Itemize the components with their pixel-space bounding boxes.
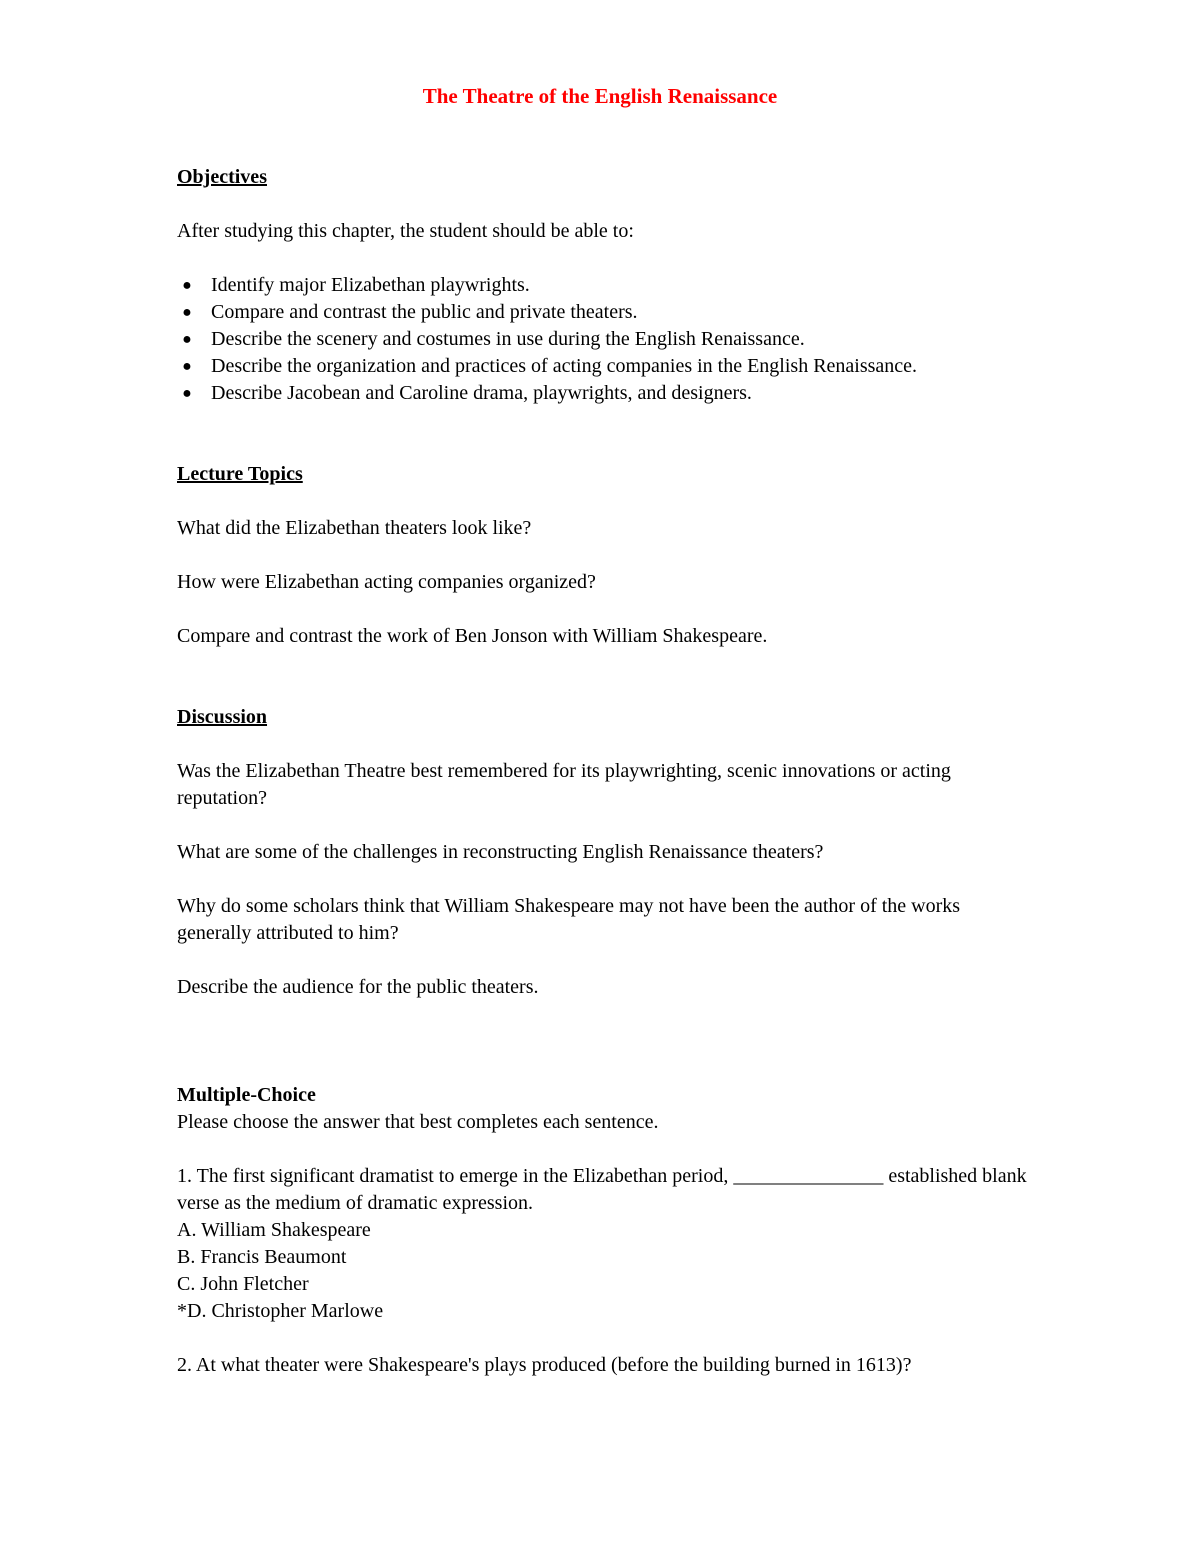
objectives-heading: Objectives (177, 166, 267, 188)
list-item-text: Compare and contrast the public and private theaters. (211, 301, 638, 323)
objectives-intro: After studying this chapter, the student should be able to: (177, 220, 634, 242)
objectives-list (177, 272, 1037, 407)
discussion-question: Describe the audience for the public theaters. (177, 976, 539, 998)
question-text: 1. The first significant dramatist to emerge in the Elizabethan period, _______________ established blank verse as the medium of dramatic expression. (177, 1165, 1027, 1214)
answer-option-correct: *D. Christopher Marlowe (177, 1300, 384, 1322)
answer-option: B. Francis Beaumont (177, 1246, 347, 1268)
bullet-dot-icon: ● (182, 277, 192, 294)
question-2 (177, 1352, 1037, 1379)
page-title: The Theatre of the English Renaissance (422, 84, 778, 108)
multiple-choice-heading: Multiple-Choice (177, 1084, 316, 1106)
discussion-heading: Discussion (177, 706, 268, 728)
lecture-topic: How were Elizabethan acting companies organized? (177, 571, 596, 593)
objectives-section (177, 164, 1037, 407)
multiple-choice-instructions: Please choose the answer that best completes each sentence. (177, 1111, 659, 1133)
bullet-dot-icon: ● (182, 385, 192, 402)
discussion-question: Why do some scholars think that William Shakespeare may not have been the author of the works generally attributed to him? (177, 895, 961, 944)
bullet-dot-icon: ● (182, 331, 192, 348)
discussion-question: Was the Elizabethan Theatre best remembered for its playwrighting, scenic innovations or acting reputation? (177, 760, 951, 809)
list-item (177, 353, 1037, 380)
list-item (177, 380, 1037, 407)
discussion-question: What are some of the challenges in reconstructing English Renaissance theaters? (177, 841, 824, 863)
bullet-dot-icon: ● (182, 358, 192, 375)
list-item (177, 326, 1037, 353)
lecture-topics-heading: Lecture Topics (177, 463, 303, 485)
answer-option: A. William Shakespeare (177, 1219, 371, 1241)
list-item-text: Describe the organization and practices of acting companies in the English Renaissance. (211, 355, 918, 377)
list-item-text: Identify major Elizabethan playwrights. (211, 274, 530, 296)
list-item (177, 272, 1037, 299)
question-text: 2. At what theater were Shakespeare's plays produced (before the building burned in 1613)? (177, 1354, 912, 1376)
answer-option: C. John Fletcher (177, 1273, 309, 1295)
multiple-choice-section (177, 1082, 1037, 1379)
bullet-dot-icon: ● (182, 304, 192, 321)
lecture-topics-section (177, 461, 1037, 650)
lecture-topic: Compare and contrast the work of Ben Jonson with William Shakespeare. (177, 625, 768, 647)
list-item (177, 299, 1037, 326)
lecture-topic: What did the Elizabethan theaters look like? (177, 517, 532, 539)
question-1 (177, 1163, 1037, 1325)
list-item-text: Describe the scenery and costumes in use during the English Renaissance. (211, 328, 805, 350)
list-item-text: Describe Jacobean and Caroline drama, playwrights, and designers. (211, 382, 752, 404)
discussion-section (177, 704, 1037, 1001)
document-body (177, 164, 1037, 1379)
